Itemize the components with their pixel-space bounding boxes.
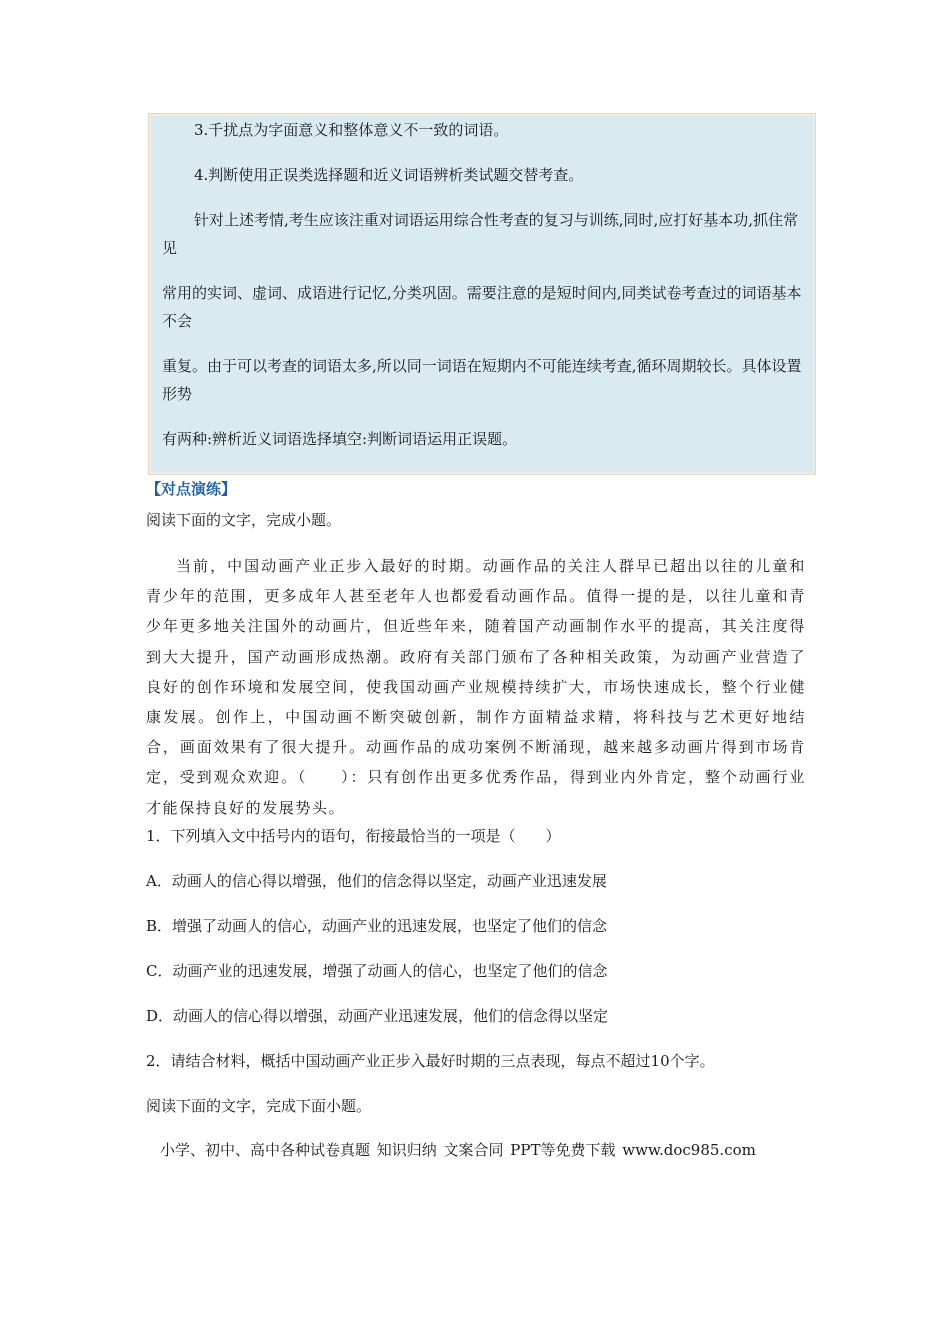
advice-continued-2: 重复。由于可以考查的词语太多,所以同一词语在短期内不可能连续考查,循环周期较长。具体设置形势 [162, 357, 802, 403]
advice-paragraph: 针对上述考情,考生应该注重对词语运用综合性考查的复习与训练,同时,应打好基本功,抓住常见 [162, 211, 799, 257]
question-2: 2．请结合材料，概括中国动画产业正步入最好时期的三点表现，每点不超过10个字。 [146, 1052, 715, 1070]
point-3: 3.千扰点为字面意义和整体意义不一致的词语。 [194, 121, 509, 139]
reading-instruction-2: 阅读下面的文字，完成下面小题。 [146, 1097, 372, 1115]
advice-continued-3: 有两种:辨析近义词语选择填空:判断词语运用正误题。 [162, 430, 518, 448]
question-1-option-b: B．增强了动画人的信心，动画产业的迅速发展，也坚定了他们的信念 [146, 917, 608, 935]
section-heading: 【对点演练】 [146, 480, 237, 498]
reading-passage: 当前，中国动画产业正步入最好的时期。动画作品的关注人群早已超出以往的儿童和青少年的范围，更多成年人甚至老年人也都爱看动画作品。值得一提的是，以往儿童和青少年更多地关注国外的动画片，但近些年来，随着国产动画制作水平的提高，其关注度得到大大提升，国产动画形成热潮。政府有关部门颁布了各种相关政策，为动画产业营造了良好的创作环境和发展空间，使我国动画产业规模持续扩大，市场快速成长，整个行业健康发展。创作上，中国动画不断突破创新，制作方面精益求精，将科技与艺术更好地结合，画面效果有了很大提升。动画作品的成功案例不断涌现，越来越多动画片得到市场肯定，受到观众欢迎。（ ）：只有创作出更多优秀作品，得到业内外肯定，整个动画行业才能保持良好的发展势头。 [146, 557, 806, 817]
reading-instruction: 阅读下面的文字，完成小题。 [146, 511, 342, 529]
question-1-option-a: A．动画人的信心得以增强，他们的信念得以坚定，动画产业迅速发展 [146, 872, 607, 890]
question-1-stem: 1．下列填入文中括号内的语句，衔接最恰当的一项是（ ） [146, 827, 561, 845]
question-1-option-d: D．动画人的信心得以增强，动画产业迅速发展，他们的信念得以坚定 [146, 1007, 609, 1025]
page-footer: 小学、初中、高中各种试卷真题 知识归纳 文案合同 PPT等免费下载 www.doc985.com [160, 1141, 756, 1159]
question-1-option-c: C．动画产业的迅速发展，增强了动画人的信心，也坚定了他们的信念 [146, 962, 608, 980]
exam-analysis-box [148, 113, 816, 475]
point-4: 4.判断使用正误类选择题和近义词语辨析类试题交替考查。 [194, 166, 584, 184]
advice-continued-1: 常用的实词、虚词、成语进行记忆,分类巩固。需要注意的是短时间内,同类试卷考查过的词语基本不会 [162, 284, 802, 330]
